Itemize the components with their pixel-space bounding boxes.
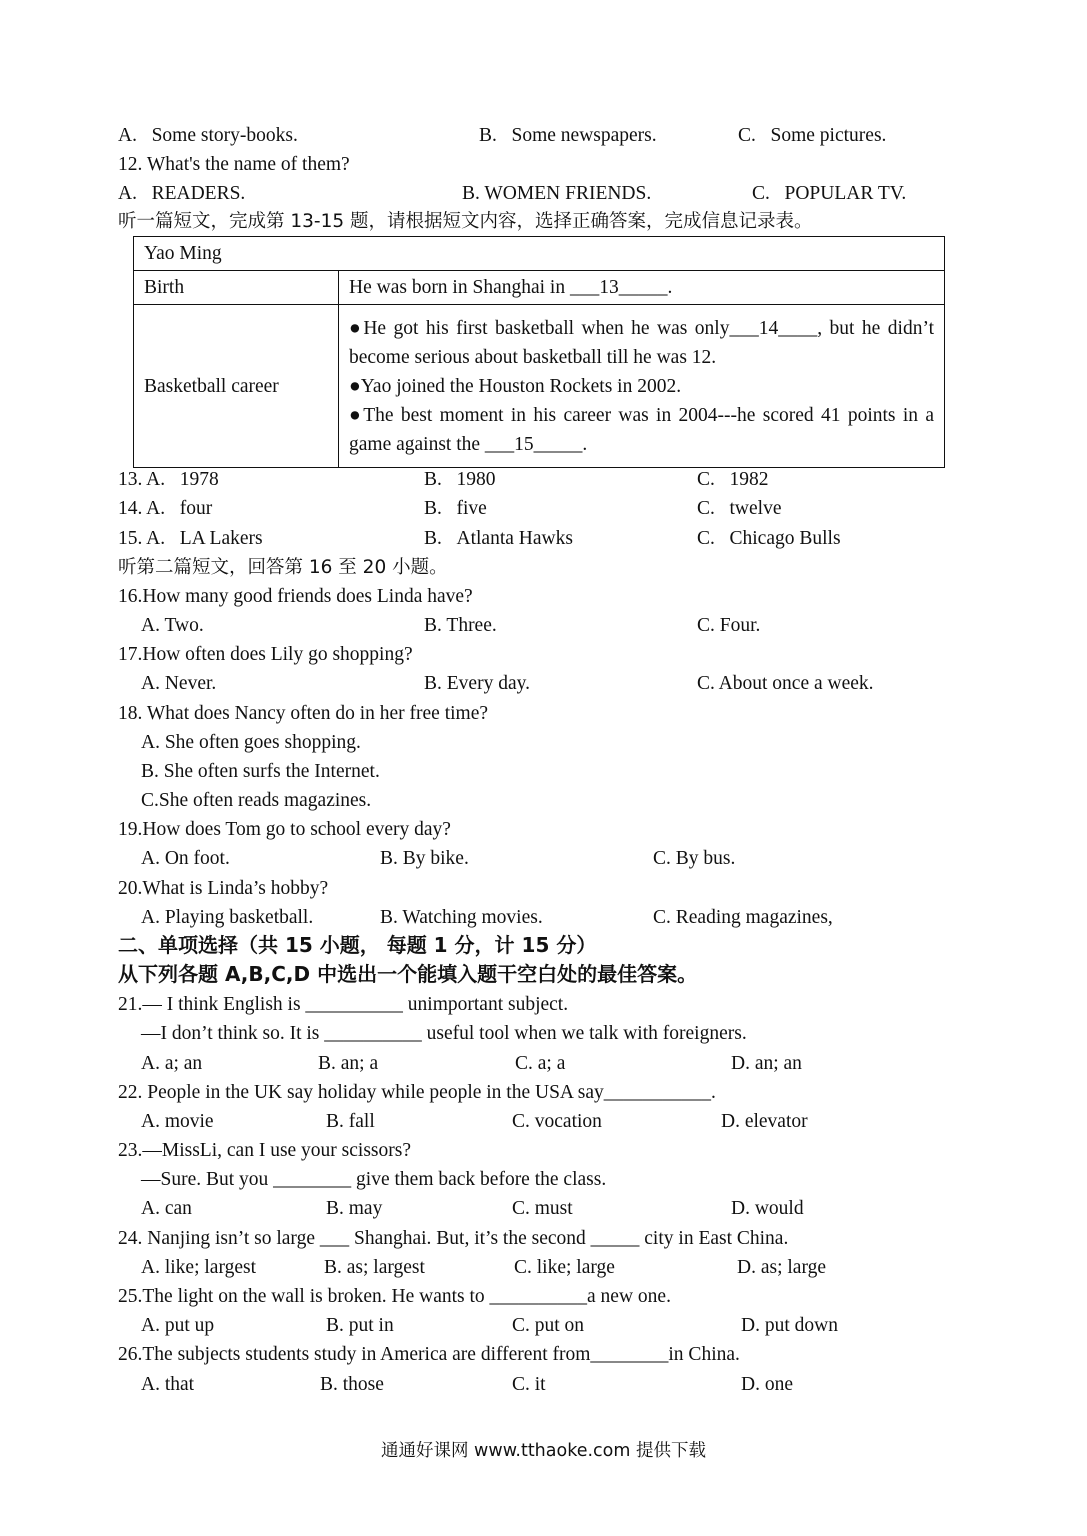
q24-option-d: D. as; large xyxy=(737,1257,826,1278)
q15-option-c: C. Chicago Bulls xyxy=(697,528,841,549)
q23-line-2: —Sure. But you ________ give them back before the class. xyxy=(141,1169,607,1190)
q12-option-b: B. WOMEN FRIENDS. xyxy=(462,183,652,204)
listening-section-1-instruction: 听一篇短文，完成第 13-15 题，请根据短文内容，选择正确答案，完成信息记录表。 xyxy=(118,211,813,232)
career-cell xyxy=(339,305,945,468)
q18-option-a: A. She often goes shopping. xyxy=(141,732,361,753)
q11-option-a: A. Some story-books. xyxy=(118,125,298,146)
table-title: Yao Ming xyxy=(134,237,945,271)
q20-option-b: B. Watching movies. xyxy=(380,907,543,928)
q24-option-b: B. as; largest xyxy=(324,1257,425,1278)
q12-question: 12. What's the name of them? xyxy=(118,154,350,175)
q13-option-c: C. 1982 xyxy=(697,469,769,490)
q13-option-b: B. 1980 xyxy=(424,469,496,490)
q25-option-a: A. put up xyxy=(141,1315,215,1336)
q16-option-a: A. Two. xyxy=(141,615,204,636)
q23-option-b: B. may xyxy=(326,1198,383,1219)
q23-option-d: D. would xyxy=(731,1198,804,1219)
q21-option-b: B. an; a xyxy=(318,1053,379,1074)
q25-question: 25.The light on the wall is broken. He wants to __________a new one. xyxy=(118,1286,671,1307)
q21-line-1: 21.— I think English is __________ unimportant subject. xyxy=(118,994,569,1015)
q17-option-c: C. About once a week. xyxy=(697,673,874,694)
q26-question: 26.The subjects students study in America are different from________in China. xyxy=(118,1344,740,1365)
q16-option-c: C. Four. xyxy=(697,615,761,636)
birth-text: He was born in Shanghai in ___13_____. xyxy=(339,271,945,305)
q21-option-c: C. a; a xyxy=(515,1053,566,1074)
q24-option-a: A. like; largest xyxy=(141,1257,256,1278)
career-point-3: ●The best moment in his career was in 2004---he scored 41 points in a game against the ___15_____. xyxy=(349,404,934,455)
q15-option-b: B. Atlanta Hawks xyxy=(424,528,573,549)
q12-option-a: A. READERS. xyxy=(118,183,246,204)
q18-option-c: C.She often reads magazines. xyxy=(141,790,372,811)
page-footer: 通通好课网 www.tthaoke.com 提供下载 xyxy=(381,1441,706,1461)
listening-section-2-instruction: 听第二篇短文，回答第 16 至 20 小题。 xyxy=(118,557,448,578)
q20-option-a: A. Playing basketball. xyxy=(141,907,314,928)
career-point-2: ●Yao joined the Houston Rockets in 2002. xyxy=(349,375,682,397)
q22-question: 22. People in the UK say holiday while people in the USA say___________. xyxy=(118,1082,716,1103)
q24-question: 24. Nanjing isn’t so large ___ Shanghai. But, it’s the second _____ city in East China. xyxy=(118,1228,789,1249)
q26-option-d: D. one xyxy=(741,1374,793,1395)
q22-option-c: C. vocation xyxy=(512,1111,602,1132)
q15-option-a: 15. A. LA Lakers xyxy=(118,528,263,549)
info-record-table xyxy=(133,236,945,468)
q17-option-a: A. Never. xyxy=(141,673,217,694)
q26-option-a: A. that xyxy=(141,1374,195,1395)
q24-option-c: C. like; large xyxy=(514,1257,615,1278)
q20-question: 20.What is Linda’s hobby? xyxy=(118,878,329,899)
section-2-title: 二、单项选择（共 15 小题， 每题 1 分，计 15 分） xyxy=(118,933,597,957)
q17-option-b: B. Every day. xyxy=(424,673,530,694)
q17-question: 17.How often does Lily go shopping? xyxy=(118,644,413,665)
q22-option-d: D. elevator xyxy=(721,1111,808,1132)
q25-option-c: C. put on xyxy=(512,1315,585,1336)
q19-option-b: B. By bike. xyxy=(380,848,469,869)
q11-option-b: B. Some newspapers. xyxy=(479,125,657,146)
q26-option-b: B. those xyxy=(320,1374,384,1395)
q14-option-c: C. twelve xyxy=(697,498,782,519)
q16-option-b: B. Three. xyxy=(424,615,497,636)
q21-option-d: D. an; an xyxy=(731,1053,802,1074)
q23-option-c: C. must xyxy=(512,1198,573,1219)
q12-option-c: C. POPULAR TV. xyxy=(752,183,907,204)
q20-option-c: C. Reading magazines, xyxy=(653,907,833,928)
birth-label: Birth xyxy=(134,271,339,305)
q25-option-d: D. put down xyxy=(741,1315,838,1336)
q26-option-c: C. it xyxy=(512,1374,546,1395)
q25-option-b: B. put in xyxy=(326,1315,394,1336)
section-2-instruction: 从下列各题 A,B,C,D 中选出一个能填入题干空白处的最佳答案。 xyxy=(118,962,698,986)
q18-question: 18. What does Nancy often do in her free time? xyxy=(118,703,489,724)
q22-option-b: B. fall xyxy=(326,1111,375,1132)
q13-option-a: 13. A. 1978 xyxy=(118,469,219,490)
q14-option-b: B. five xyxy=(424,498,487,519)
q19-option-a: A. On foot. xyxy=(141,848,230,869)
career-label: Basketball career xyxy=(134,305,339,468)
q21-option-a: A. a; an xyxy=(141,1053,203,1074)
q19-option-c: C. By bus. xyxy=(653,848,736,869)
q23-option-a: A. can xyxy=(141,1198,192,1219)
q21-line-2: —I don’t think so. It is __________ useful tool when we talk with foreigners. xyxy=(141,1023,747,1044)
q23-line-1: 23.—MissLi, can I use your scissors? xyxy=(118,1140,412,1161)
q22-option-a: A. movie xyxy=(141,1111,214,1132)
career-point-1: ●He got his first basketball when he was only___14____, but he didn’t become serious about basketball till he was 12. xyxy=(349,317,934,368)
q11-option-c: C. Some pictures. xyxy=(738,125,887,146)
q16-question: 16.How many good friends does Linda have? xyxy=(118,586,473,607)
q18-option-b: B. She often surfs the Internet. xyxy=(141,761,380,782)
q19-question: 19.How does Tom go to school every day? xyxy=(118,819,451,840)
q14-option-a: 14. A. four xyxy=(118,498,213,519)
